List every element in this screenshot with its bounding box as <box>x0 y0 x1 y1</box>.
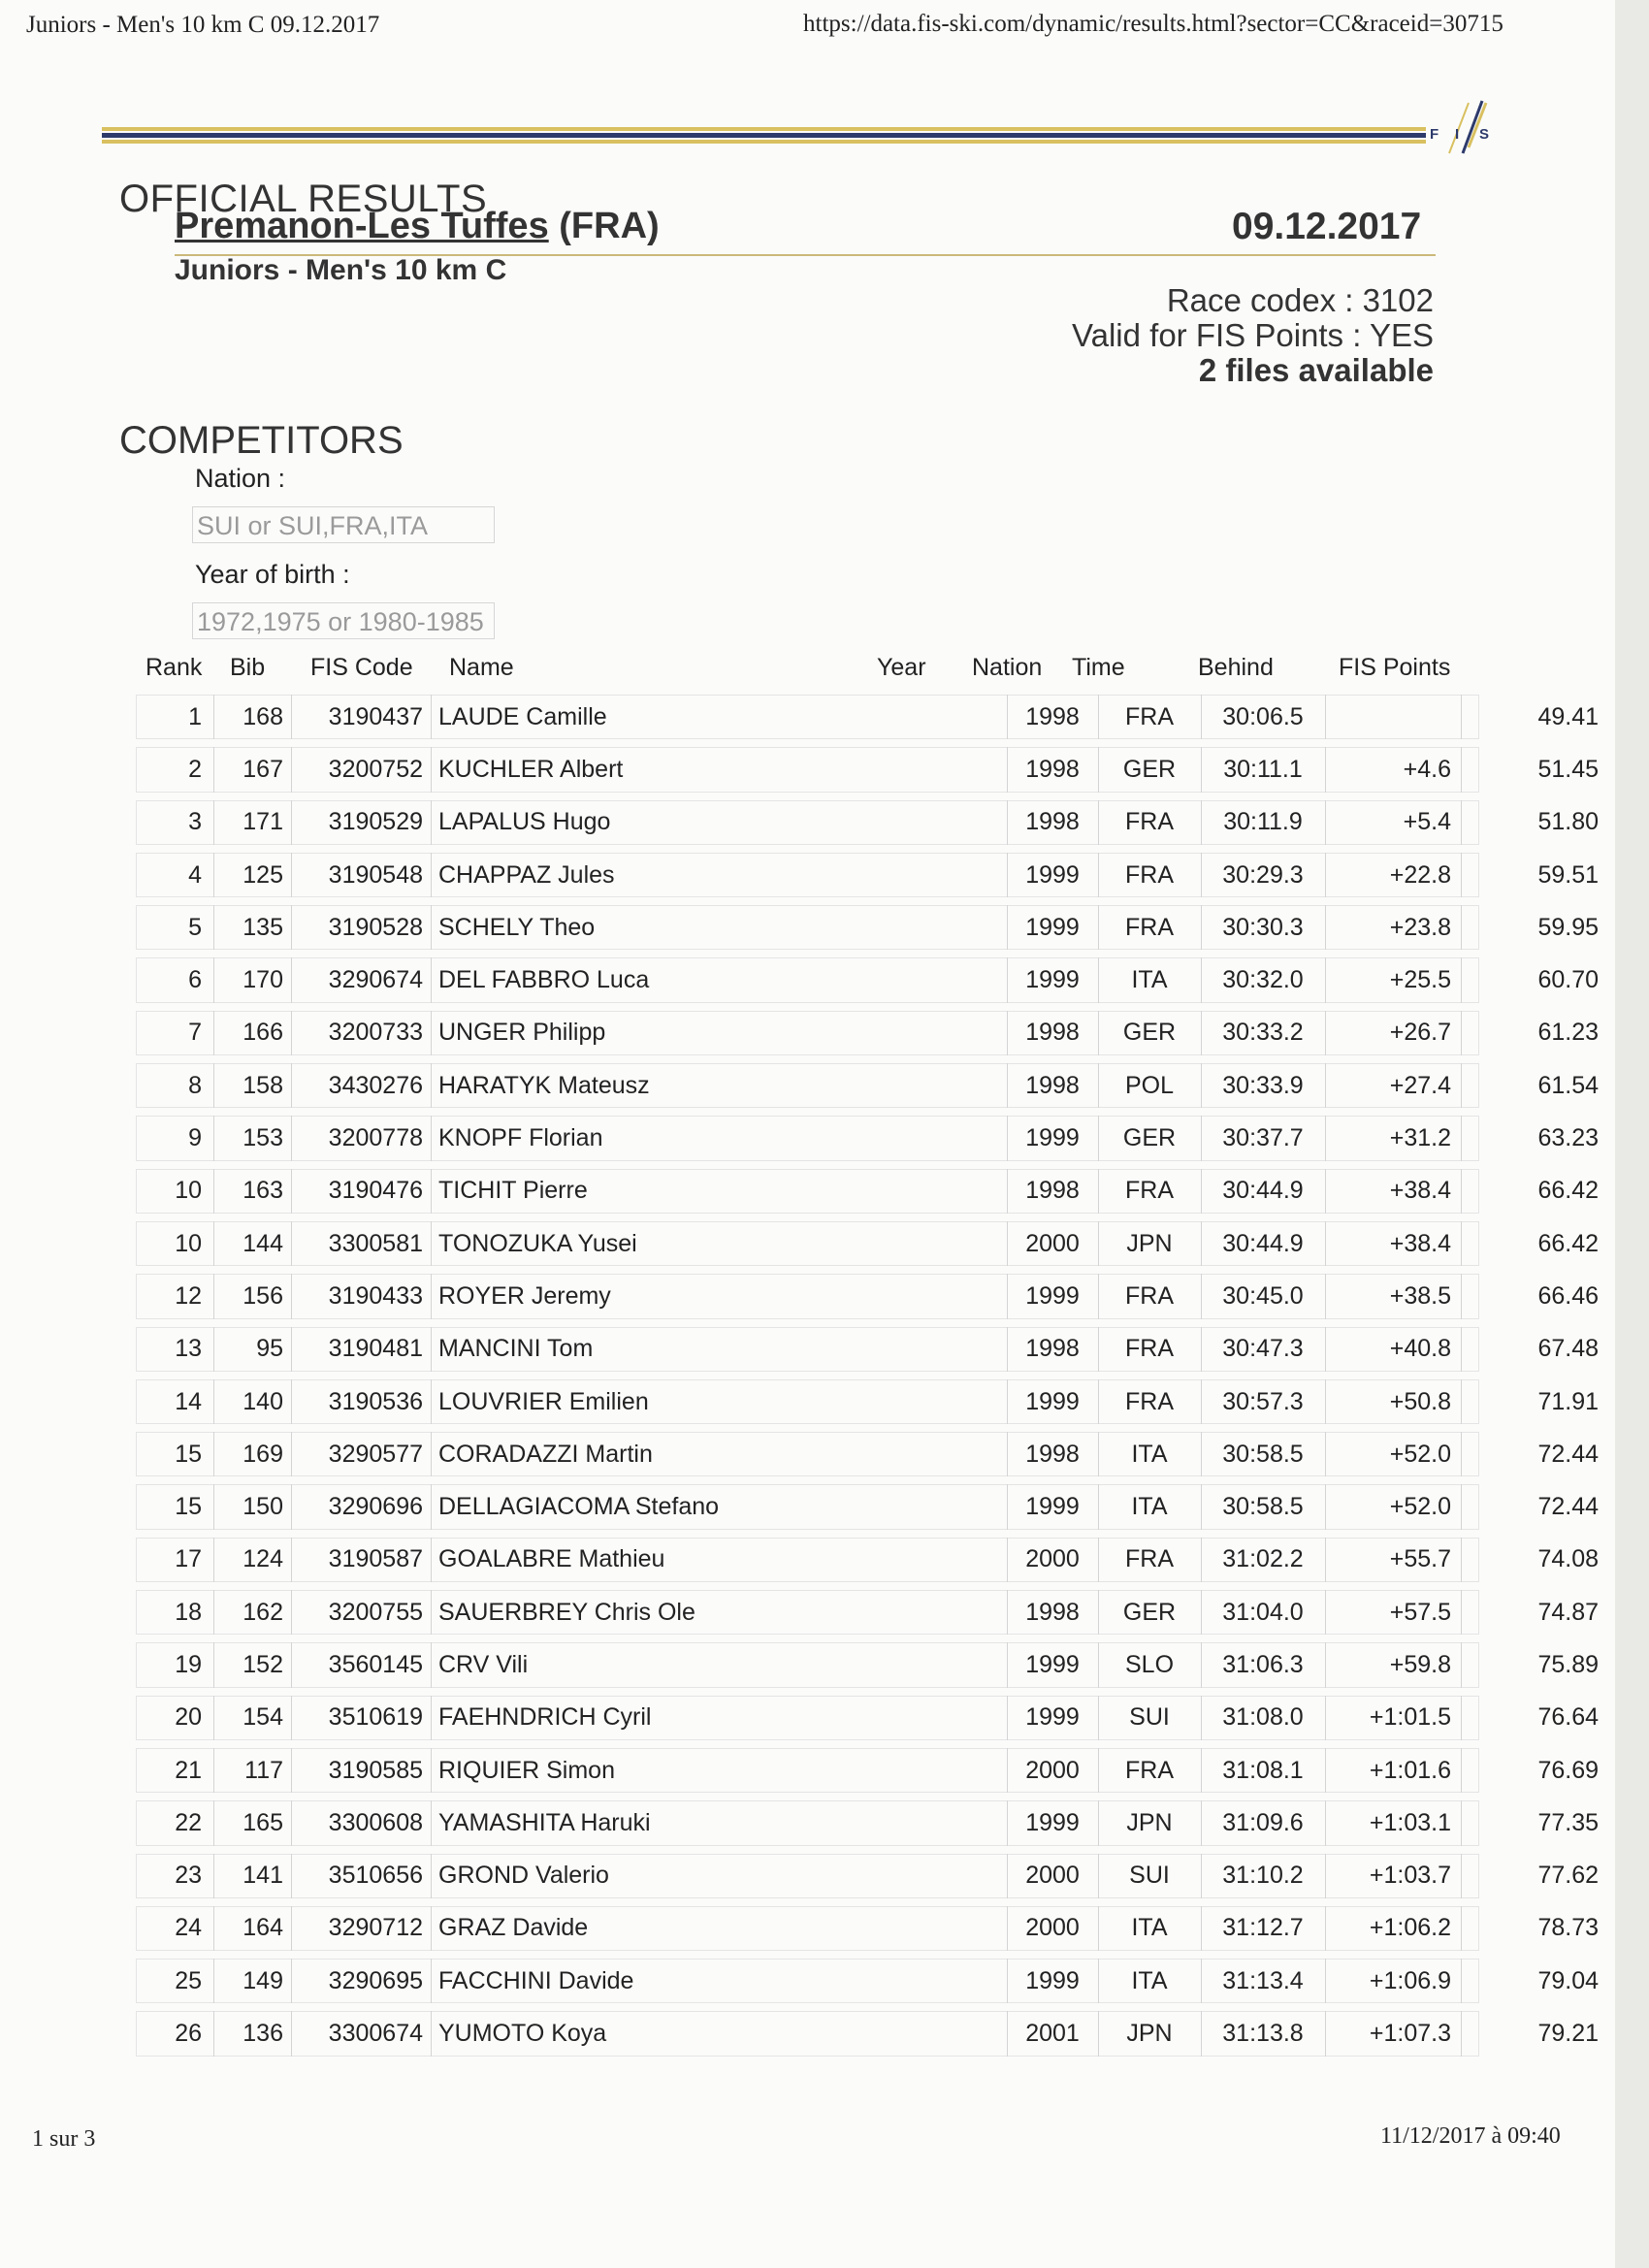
cell-rank: 20 <box>175 1703 202 1732</box>
cell-rank: 2 <box>188 755 202 783</box>
table-row <box>136 1534 1599 1586</box>
cell-behind: +1:01.5 <box>1369 1703 1451 1732</box>
cell-bib: 170 <box>242 966 283 994</box>
col-header-year[interactable]: Year <box>877 654 926 681</box>
cell-name[interactable]: TONOZUKA Yusei <box>438 1229 637 1257</box>
cell-bib: 153 <box>242 1124 283 1152</box>
cell-year: 1998 <box>1025 702 1080 730</box>
cell-nation: GER <box>1122 1019 1177 1047</box>
table-row <box>136 954 1599 1006</box>
cell-name[interactable]: SAUERBREY Chris Ole <box>438 1598 695 1626</box>
cell-behind: +1:01.6 <box>1369 1756 1451 1784</box>
cell-nation: GER <box>1122 755 1177 783</box>
cell-name[interactable]: DELLAGIACOMA Stefano <box>438 1493 720 1521</box>
cell-year: 2000 <box>1025 1862 1080 1890</box>
cell-bib: 135 <box>242 913 283 941</box>
table-row <box>136 691 1599 743</box>
cell-fis-points: 61.23 <box>1537 1019 1599 1047</box>
table-row <box>136 743 1599 795</box>
cell-year: 1998 <box>1025 1019 1080 1047</box>
cell-fis-code: 3190536 <box>328 1387 423 1415</box>
scan-edge <box>1615 0 1649 2268</box>
cell-name[interactable]: FAEHNDRICH Cyril <box>438 1703 652 1732</box>
table-row <box>136 796 1599 849</box>
cell-time: 30:44.9 <box>1222 1229 1304 1257</box>
cell-fis-points: 66.46 <box>1537 1281 1599 1310</box>
cell-bib: 171 <box>242 808 283 836</box>
col-header-time[interactable]: Time <box>1072 654 1125 681</box>
nation-label: Nation : <box>195 464 286 493</box>
cell-fis-points: 60.70 <box>1537 966 1599 994</box>
cell-fis-points: 61.54 <box>1537 1071 1599 1099</box>
cell-rank: 18 <box>175 1598 202 1626</box>
official-results-heading: OFFICIAL RESULTS <box>119 178 488 220</box>
cell-time: 30:33.2 <box>1222 1019 1304 1047</box>
cell-behind: +38.4 <box>1389 1177 1451 1205</box>
cell-behind: +27.4 <box>1389 1071 1451 1099</box>
cell-year: 2000 <box>1025 1545 1080 1573</box>
cell-year: 1999 <box>1025 860 1080 889</box>
cell-name[interactable]: UNGER Philipp <box>438 1019 606 1047</box>
cell-rank: 3 <box>188 808 202 836</box>
cell-rank: 10 <box>175 1177 202 1205</box>
cell-fis-points: 72.44 <box>1537 1493 1599 1521</box>
cell-nation: FRA <box>1125 1756 1174 1784</box>
cell-fis-code: 3190585 <box>328 1756 423 1784</box>
cell-name[interactable]: YUMOTO Koya <box>438 2020 607 2048</box>
cell-bib: 156 <box>242 1281 283 1310</box>
cell-nation: JPN <box>1126 2020 1173 2048</box>
cell-time: 31:09.6 <box>1222 1808 1304 1836</box>
table-row <box>136 1323 1599 1376</box>
cell-rank: 22 <box>175 1808 202 1836</box>
cell-nation: FRA <box>1125 1335 1174 1363</box>
col-header-nation[interactable]: Nation <box>972 654 1043 681</box>
cell-time: 30:11.9 <box>1223 808 1303 836</box>
cell-name[interactable]: FACCHINI Davide <box>438 1966 634 1994</box>
cell-time: 31:13.8 <box>1222 2020 1304 2048</box>
cell-behind: +38.5 <box>1389 1281 1451 1310</box>
cell-fis-points: 67.48 <box>1537 1335 1599 1363</box>
cell-rank: 26 <box>175 2020 202 2048</box>
cell-year: 1999 <box>1025 1387 1080 1415</box>
cell-name[interactable]: LAPALUS Hugo <box>438 808 611 836</box>
col-header-name[interactable]: Name <box>449 654 514 681</box>
cell-rank: 19 <box>175 1650 202 1678</box>
table-row <box>136 1059 1599 1112</box>
svg-text:F: F <box>1430 126 1439 143</box>
cell-nation: GER <box>1122 1124 1177 1152</box>
cell-name[interactable]: CHAPPAZ Jules <box>438 860 615 889</box>
cell-fis-code: 3300581 <box>328 1229 423 1257</box>
cell-time: 30:37.7 <box>1222 1124 1304 1152</box>
cell-behind: +23.8 <box>1389 913 1451 941</box>
cell-time: 30:47.3 <box>1222 1335 1304 1363</box>
cell-fis-code: 3430276 <box>328 1071 423 1099</box>
cell-fis-points: 66.42 <box>1537 1229 1599 1257</box>
cell-fis-points: 75.89 <box>1537 1650 1599 1678</box>
table-row <box>136 1376 1599 1428</box>
cell-behind: +31.2 <box>1389 1124 1451 1152</box>
cell-rank: 8 <box>188 1071 202 1099</box>
cell-name[interactable]: HARATYK Mateusz <box>438 1071 650 1099</box>
table-row <box>136 1850 1599 1902</box>
race-info <box>1072 283 1434 388</box>
cell-rank: 7 <box>188 1019 202 1047</box>
cell-behind: +57.5 <box>1389 1598 1451 1626</box>
cell-fis-points: 76.64 <box>1537 1703 1599 1732</box>
cell-rank: 10 <box>175 1229 202 1257</box>
cell-name[interactable]: KNOPF Florian <box>438 1124 603 1152</box>
svg-text:I: I <box>1455 126 1460 143</box>
cell-behind: +55.7 <box>1389 1545 1451 1573</box>
race-place-name: Premanon-Les Tuffes <box>175 206 549 246</box>
cell-bib: 150 <box>242 1493 283 1521</box>
cell-time: 31:12.7 <box>1222 1914 1304 1942</box>
cell-fis-code: 3300674 <box>328 2020 423 2048</box>
cell-bib: 149 <box>242 1966 283 1994</box>
cell-fis-code: 3290712 <box>328 1914 423 1942</box>
stripe-navy <box>102 133 1445 138</box>
cell-fis-points: 66.42 <box>1537 1177 1599 1205</box>
cell-fis-code: 3560145 <box>328 1650 423 1678</box>
cell-bib: 166 <box>242 1019 283 1047</box>
cell-nation: FRA <box>1125 1387 1174 1415</box>
cell-year: 1999 <box>1025 1966 1080 1994</box>
year-of-birth-filter-input[interactable]: 1972,1975 or 1980-1985 <box>192 602 495 639</box>
cell-name[interactable]: GROND Valerio <box>438 1862 609 1890</box>
cell-rank: 6 <box>188 966 202 994</box>
race-location <box>175 206 660 247</box>
cell-bib: 95 <box>256 1335 283 1363</box>
cell-fis-code: 3190529 <box>328 808 423 836</box>
year-of-birth-label: Year of birth : <box>195 560 350 589</box>
cell-behind: +1:06.2 <box>1369 1914 1451 1942</box>
cell-time: 30:57.3 <box>1222 1387 1304 1415</box>
cell-behind: +25.5 <box>1389 966 1451 994</box>
cell-year: 2001 <box>1025 2020 1080 2048</box>
cell-rank: 5 <box>188 913 202 941</box>
cell-fis-code: 3290577 <box>328 1440 423 1468</box>
cell-nation: FRA <box>1125 808 1174 836</box>
cell-fis-points: 76.69 <box>1537 1756 1599 1784</box>
col-header-behind[interactable]: Behind <box>1198 654 1274 681</box>
cell-name[interactable]: CORADAZZI Martin <box>438 1440 653 1468</box>
cell-fis-points: 59.51 <box>1537 860 1599 889</box>
cell-fis-code: 3200752 <box>328 755 423 783</box>
table-row <box>136 1007 1599 1059</box>
cell-name[interactable]: ROYER Jeremy <box>438 1281 611 1310</box>
table-row <box>136 1692 1599 1744</box>
cell-bib: 124 <box>242 1545 283 1573</box>
cell-rank: 15 <box>175 1440 202 1468</box>
cell-nation: FRA <box>1125 1545 1174 1573</box>
cell-bib: 141 <box>242 1862 283 1890</box>
print-url: https://data.fis-ski.com/dynamic/results.html?sector=CC&raceid=30715 <box>803 11 1504 37</box>
cell-bib: 165 <box>242 1808 283 1836</box>
cell-fis-points: 71.91 <box>1537 1387 1599 1415</box>
cell-nation: POL <box>1124 1071 1175 1099</box>
cell-year: 1998 <box>1025 755 1080 783</box>
cell-nation: FRA <box>1125 860 1174 889</box>
cell-behind: +22.8 <box>1389 860 1451 889</box>
print-page-title: Juniors - Men's 10 km C 09.12.2017 <box>26 12 380 38</box>
cell-name[interactable]: SCHELY Theo <box>438 913 596 941</box>
table-row <box>136 1112 1599 1164</box>
cell-year: 1999 <box>1025 1281 1080 1310</box>
cell-time: 31:10.2 <box>1222 1862 1304 1890</box>
cell-name[interactable]: GOALABRE Mathieu <box>438 1545 665 1573</box>
cell-fis-code: 3510656 <box>328 1862 423 1890</box>
cell-name[interactable]: LOUVRIER Emilien <box>438 1387 649 1415</box>
table-row <box>136 901 1599 954</box>
cell-year: 1999 <box>1025 1650 1080 1678</box>
cell-behind: +52.0 <box>1389 1440 1451 1468</box>
col-header-rank[interactable]: Rank <box>146 654 203 681</box>
cell-name[interactable]: KUCHLER Albert <box>438 755 624 783</box>
cell-nation: JPN <box>1126 1229 1173 1257</box>
table-row <box>136 1165 1599 1217</box>
svg-text:S: S <box>1479 126 1490 143</box>
table-row <box>136 1744 1599 1797</box>
table-row <box>136 849 1599 901</box>
fis-logo-icon <box>1426 93 1494 161</box>
cell-rank: 1 <box>188 702 202 730</box>
cell-nation: SUI <box>1129 1862 1170 1890</box>
cell-bib: 167 <box>242 755 283 783</box>
cell-fis-code: 3290674 <box>328 966 423 994</box>
cell-time: 30:58.5 <box>1222 1440 1304 1468</box>
cell-nation: FRA <box>1125 702 1174 730</box>
cell-time: 30:58.5 <box>1222 1493 1304 1521</box>
cell-nation: FRA <box>1125 1177 1174 1205</box>
cell-rank: 23 <box>175 1862 202 1890</box>
cell-behind: +50.8 <box>1389 1387 1451 1415</box>
cell-bib: 164 <box>242 1914 283 1942</box>
cell-nation: ITA <box>1131 1493 1168 1521</box>
cell-time: 30:11.1 <box>1223 755 1303 783</box>
cell-time: 30:44.9 <box>1222 1177 1304 1205</box>
race-codex: Race codex : 3102 <box>1166 282 1434 318</box>
cell-rank: 15 <box>175 1493 202 1521</box>
stripe-gold-bottom <box>102 140 1445 144</box>
cell-fis-code: 3190476 <box>328 1177 423 1205</box>
table-row <box>136 1428 1599 1480</box>
race-place-country: (FRA) <box>559 206 660 246</box>
cell-fis-points: 79.21 <box>1537 2020 1599 2048</box>
cell-name[interactable]: DEL FABBRO Luca <box>438 966 650 994</box>
cell-bib: 136 <box>242 2020 283 2048</box>
cell-name[interactable]: RIQUIER Simon <box>438 1756 615 1784</box>
cell-year: 1998 <box>1025 1440 1080 1468</box>
stripe-gold-top <box>102 127 1445 131</box>
cell-time: 31:02.2 <box>1222 1545 1304 1573</box>
table-row <box>136 2007 1599 2059</box>
cell-bib: 154 <box>242 1703 283 1732</box>
cell-rank: 13 <box>175 1335 202 1363</box>
cell-fis-code: 3190548 <box>328 860 423 889</box>
cell-fis-code: 3200755 <box>328 1598 423 1626</box>
table-row <box>136 1480 1599 1533</box>
cell-rank: 17 <box>175 1545 202 1573</box>
files-available-link[interactable]: 2 files available <box>1198 352 1434 388</box>
cell-fis-points: 77.35 <box>1537 1808 1599 1836</box>
competitors-heading: COMPETITORS <box>119 419 404 462</box>
race-event: Juniors - Men's 10 km C <box>175 254 507 286</box>
cell-nation: ITA <box>1131 1966 1168 1994</box>
cell-fis-points: 63.23 <box>1537 1124 1599 1152</box>
cell-fis-points: 79.04 <box>1537 1966 1599 1994</box>
cell-behind: +38.4 <box>1389 1229 1451 1257</box>
cell-bib: 158 <box>242 1071 283 1099</box>
cell-bib: 163 <box>242 1177 283 1205</box>
cell-fis-points: 74.87 <box>1537 1598 1599 1626</box>
cell-time: 31:08.1 <box>1222 1756 1304 1784</box>
cell-bib: 152 <box>242 1650 283 1678</box>
table-row <box>136 1955 1599 2007</box>
cell-fis-points: 51.45 <box>1537 755 1599 783</box>
cell-nation: ITA <box>1131 1914 1168 1942</box>
cell-rank: 21 <box>175 1756 202 1784</box>
cell-year: 1998 <box>1025 1335 1080 1363</box>
cell-behind: +1:03.7 <box>1369 1862 1451 1890</box>
page-number: 1 sur 3 <box>32 2126 96 2152</box>
cell-nation: GER <box>1122 1598 1177 1626</box>
cell-name[interactable]: MANCINI Tom <box>438 1335 594 1363</box>
cell-time: 30:45.0 <box>1222 1281 1304 1310</box>
cell-rank: 9 <box>188 1124 202 1152</box>
col-header-fis-points[interactable]: FIS Points <box>1339 654 1451 681</box>
cell-rank: 12 <box>175 1281 202 1310</box>
cell-name[interactable]: YAMASHITA Haruki <box>438 1808 651 1836</box>
cell-nation: JPN <box>1126 1808 1173 1836</box>
cell-time: 30:33.9 <box>1222 1071 1304 1099</box>
cell-fis-code: 3510619 <box>328 1703 423 1732</box>
nation-filter-input[interactable]: SUI or SUI,FRA,ITA <box>192 506 495 543</box>
cell-bib: 162 <box>242 1598 283 1626</box>
race-date: 09.12.2017 <box>1232 206 1422 247</box>
print-timestamp: 11/12/2017 à 09:40 <box>1380 2123 1561 2149</box>
cell-behind: +1:03.1 <box>1369 1808 1451 1836</box>
results-table <box>136 691 1599 2060</box>
cell-nation: ITA <box>1131 1440 1168 1468</box>
col-header-fis-code[interactable]: FIS Code <box>310 654 413 681</box>
cell-time: 31:06.3 <box>1222 1650 1304 1678</box>
cell-year: 1999 <box>1025 966 1080 994</box>
cell-fis-code: 3290695 <box>328 1966 423 1994</box>
cell-fis-code: 3290696 <box>328 1493 423 1521</box>
cell-behind <box>1325 691 1461 743</box>
cell-bib: 144 <box>242 1229 283 1257</box>
cell-time: 31:08.0 <box>1222 1703 1304 1732</box>
table-row <box>136 1902 1599 1955</box>
cell-bib: 168 <box>242 702 283 730</box>
cell-year: 1999 <box>1025 1808 1080 1836</box>
cell-time: 31:04.0 <box>1222 1598 1304 1626</box>
cell-fis-code: 3190481 <box>328 1335 423 1363</box>
cell-fis-code: 3300608 <box>328 1808 423 1836</box>
cell-bib: 125 <box>242 860 283 889</box>
table-row <box>136 1638 1599 1691</box>
cell-fis-code: 3190528 <box>328 913 423 941</box>
cell-fis-code: 3200733 <box>328 1019 423 1047</box>
cell-fis-points: 51.80 <box>1537 808 1599 836</box>
cell-rank: 4 <box>188 860 202 889</box>
cell-year: 1999 <box>1025 913 1080 941</box>
cell-behind: +5.4 <box>1403 808 1451 836</box>
cell-year: 1998 <box>1025 1177 1080 1205</box>
table-row <box>136 1797 1599 1849</box>
cell-fis-code: 3190587 <box>328 1545 423 1573</box>
cell-year: 1998 <box>1025 1071 1080 1099</box>
cell-name[interactable]: GRAZ Davide <box>438 1914 589 1942</box>
cell-fis-points: 49.41 <box>1537 702 1599 730</box>
cell-name[interactable]: CRV Vili <box>438 1650 529 1678</box>
cell-nation: FRA <box>1125 913 1174 941</box>
cell-rank: 24 <box>175 1914 202 1942</box>
cell-nation: SUI <box>1129 1703 1170 1732</box>
cell-time: 31:13.4 <box>1222 1966 1304 1994</box>
cell-year: 1999 <box>1025 1703 1080 1732</box>
cell-fis-points: 78.73 <box>1537 1914 1599 1942</box>
cell-behind: +40.8 <box>1389 1335 1451 1363</box>
cell-time: 30:32.0 <box>1222 966 1304 994</box>
cell-year: 2000 <box>1025 1914 1080 1942</box>
cell-fis-points: 72.44 <box>1537 1440 1599 1468</box>
cell-name[interactable]: LAUDE Camille <box>438 702 607 730</box>
cell-behind: +1:06.9 <box>1369 1966 1451 1994</box>
cell-fis-code: 3190437 <box>328 702 423 730</box>
cell-bib: 169 <box>242 1440 283 1468</box>
cell-time: 30:29.3 <box>1222 860 1304 889</box>
cell-time: 30:30.3 <box>1222 913 1304 941</box>
cell-year: 1998 <box>1025 1598 1080 1626</box>
cell-fis-points: 77.62 <box>1537 1862 1599 1890</box>
table-row <box>136 1586 1599 1638</box>
table-row <box>136 1217 1599 1270</box>
cell-bib: 140 <box>242 1387 283 1415</box>
cell-time: 30:06.5 <box>1222 702 1304 730</box>
cell-behind: +52.0 <box>1389 1493 1451 1521</box>
cell-name[interactable]: TICHIT Pierre <box>438 1177 588 1205</box>
cell-nation: ITA <box>1131 966 1168 994</box>
cell-year: 2000 <box>1025 1756 1080 1784</box>
cell-year: 2000 <box>1025 1229 1080 1257</box>
cell-fis-code: 3200778 <box>328 1124 423 1152</box>
cell-year: 1999 <box>1025 1124 1080 1152</box>
cell-year: 1998 <box>1025 808 1080 836</box>
cell-behind: +26.7 <box>1389 1019 1451 1047</box>
table-row <box>136 1270 1599 1322</box>
col-header-bib[interactable]: Bib <box>230 654 266 681</box>
cell-rank: 25 <box>175 1966 202 1994</box>
cell-year: 1999 <box>1025 1493 1080 1521</box>
cell-fis-code: 3190433 <box>328 1281 423 1310</box>
cell-fis-points: 59.95 <box>1537 913 1599 941</box>
cell-nation: FRA <box>1125 1281 1174 1310</box>
cell-nation: SLO <box>1124 1650 1175 1678</box>
cell-behind: +1:07.3 <box>1369 2020 1451 2048</box>
cell-fis-points: 74.08 <box>1537 1545 1599 1573</box>
cell-behind: +4.6 <box>1403 755 1451 783</box>
cell-behind: +59.8 <box>1389 1650 1451 1678</box>
valid-fis-points: Valid for FIS Points : YES <box>1072 317 1434 353</box>
cell-bib: 117 <box>244 1756 283 1784</box>
cell-rank: 14 <box>175 1387 202 1415</box>
